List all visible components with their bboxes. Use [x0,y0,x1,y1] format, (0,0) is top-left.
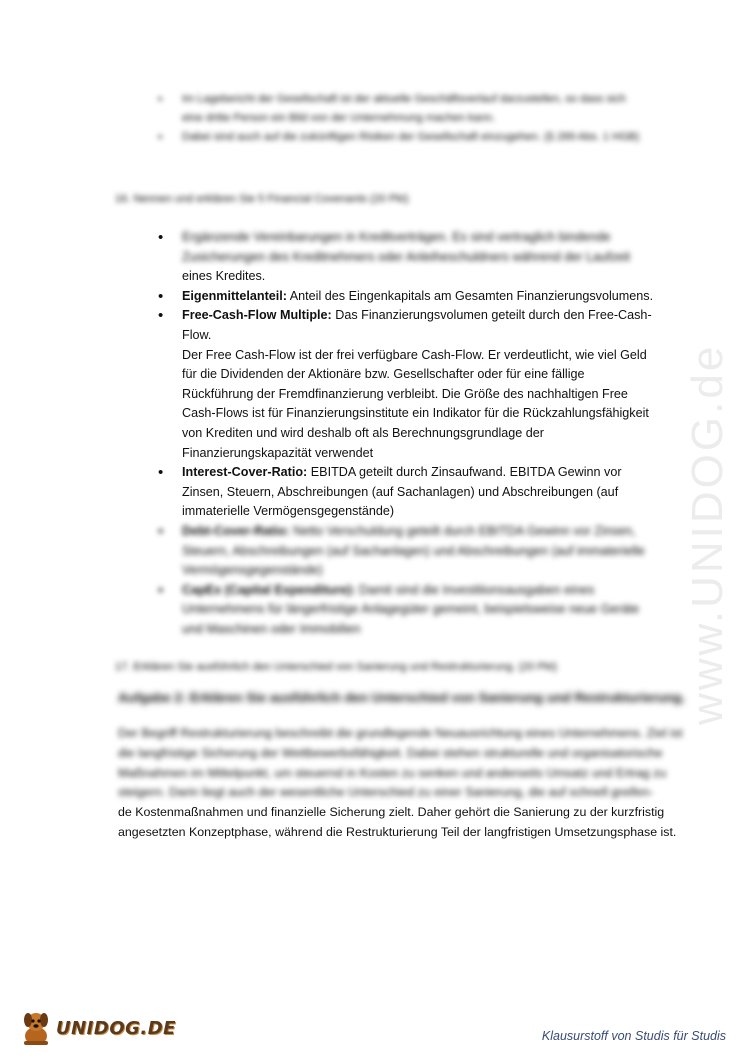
unidog-logo[interactable] [18,1008,176,1048]
watermark: www.UNIDOG.de [683,343,732,725]
aufgabe-title: Aufgabe 2: Erklären Sie ausführlich den Unterschied von Sanierung und Restrukturierung. [118,690,686,705]
dcr-text: Netto Verschuldung geteilt durch EBITDA Gewinn vor Zinsen, Steuern, Abschreibungen (auf Sachanlagen) und Abschreibungen (auf immaterielle Vermögensgegenstände) [182,523,645,578]
list-item [158,228,658,287]
list-item [158,581,658,640]
list-item [158,287,658,307]
dog-icon [18,1008,54,1048]
list-item [158,463,658,522]
covenant-intro-blurred: • Ergänzende Vereinbarungen in Kreditverträgen. Es sind vertraglich bindende Zusicherungen des Kreditnehmers oder Anleiheschuldners während der Laufzeit [182,230,631,264]
logo-text: UNIDOG.DE [56,1017,176,1039]
answer-blurred: Der Begriff Restrukturierung beschreibt die grundlegende Neuausrichtung eines Unternehmens. Ziel ist die langfristige Sicherung der Wettbewerbsfähigkeit. Dabei stehen strukturelle und organisatorische Maßnahmen im Mittelpunkt, um steuernd in Kosten zu senken und anderseits Umsatz und Ertrag zu steigern. Darin liegt auch der wesentliche Unterschied zu einer Sanierung, die auf schnell greifen- [118,726,683,800]
eigenmittel-term: Eigenmittelanteil: [182,288,287,303]
top-bullet-list [158,90,648,147]
covenant-intro-visible: eines Kredites. [182,269,266,284]
question-16: 16. Nennen und erklären Sie 5 Financial Covenants (20 Pkt) [115,193,409,205]
list-item: • Im Lagebericht der Gesellschaft ist der aktuelle Geschäftsverlauf darzustellen, so dass sich eine dritte Person ein Bild von der Unternehmung machen kann. [158,90,648,128]
icr-term: Interest-Cover-Ratio: [182,465,308,480]
icr-text: EBITDA geteilt durch Zinsaufwand. EBITDA Gewinn vor Zinsen, Steuern, Abschreibungen (auf Sachanlagen) und Abschreibungen (auf immaterielle Vermögensgegenstände) [182,465,622,519]
fcf-detail: Der Free Cash-Flow ist der frei verfügbare Cash-Flow. Er verdeutlicht, wie viel Geld für die Dividenden der Aktionäre bzw. Gesellschafter oder für eine fällige Rückführung der Fremdfinanzierung verbleibt. Die Größe des nachhaltigen Free Cash-Flows ist für Finanzierungsinstitute ein Indikator für die Rückzahlungsfähigkeit von Krediten und wird deshalb oft als Berechnungsgrundlage der Finanzierungskapazität verwendet [182,347,649,460]
capex-term: CapEx (Capital Expenditure): [182,582,356,597]
question-17: 17. Erklären Sie ausführlich den Unterschied von Sanierung und Restrukturierung. (20 Pkt) [115,661,558,673]
list-item [158,522,658,581]
eigenmittel-text: Anteil des Eingenkapitals am Gesamten Finanzierungsvolumens. [286,288,654,303]
list-item [158,306,658,463]
dcr-term: Debt-Cover-Ratio: [182,523,290,538]
fcf-term: Free-Cash-Flow Multiple: [182,308,332,323]
answer-visible: de Kostenmaßnahmen und finanzielle Sicherung zielt. Daher gehört die Sanierung zu der kurzfristig angesetzten Konzeptphase, während die Restrukturierung Teil der langfristigen Umsetzungsphase ist. [118,805,677,839]
capex-text: Damit sind die Investitionsausgaben eines Unternehmens für längerfristige Anlagegüter gemeint, beispielsweise neue Geräte und Maschinen oder Immobilien [182,582,640,636]
fcf-text: Das Finanzierungsvolumen geteilt durch den Free-Cash-Flow. [182,308,652,342]
footer-tagline: Klausurstoff von Studis für Studis [541,1029,726,1043]
list-item: • Dabei sind auch auf die zukünftigen Risiken der Gesellschaft einzugehen. (§ 289 Abs. 1 HGB) [158,128,648,147]
covenant-list [158,228,658,639]
answer-paragraph [118,724,684,843]
